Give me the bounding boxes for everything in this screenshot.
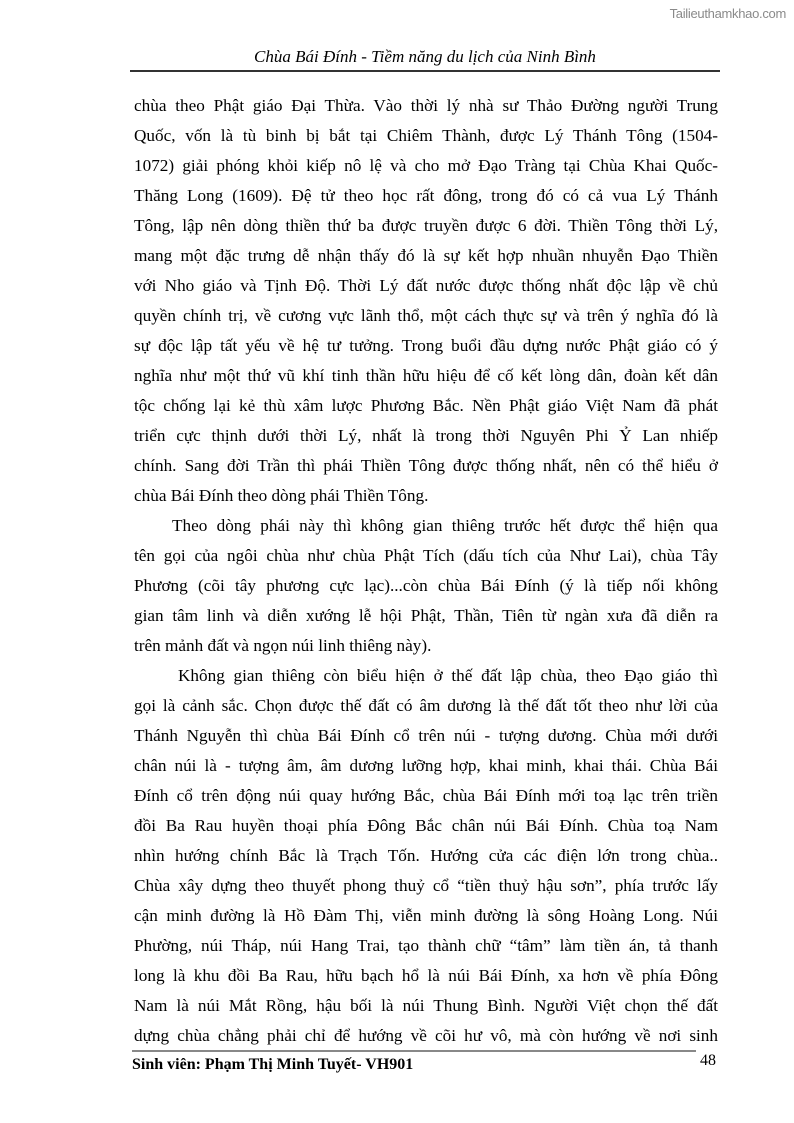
text-line: Phương (cõi tây phương cực lạc)...còn chùa Bái Đính (ý là tiếp nối không [134,576,718,595]
text-line: Nam là núi Mắt Rồng, hậu bối là núi Thung Bình. Người Việt chọn thế đất [134,996,718,1015]
running-header-title: Chùa Bái Đính - Tiềm năng du lịch của Ninh Bình [254,47,596,66]
text-line: gian tâm linh và diễn xướng lễ hội Phật, Thần, Tiên từ ngàn xưa đã diễn ra [134,606,718,625]
text-line: long là khu đồi Ba Rau, hữu bạch hổ là núi Bái Đính, xa hơn về phía Đông [134,966,718,985]
watermark: Tailieuthamkhao.com [669,6,786,21]
text-line: Thăng Long (1609). Đệ tử theo học rất đông, trong đó có cả vua Lý Thánh [134,186,718,205]
text-line: Phường, núi Tháp, núi Hang Trai, tạo thành chữ “tâm” làm tiền án, tả thanh [134,936,718,955]
text-line: chân núi là - tượng âm, âm dương lưỡng hợp, khai minh, khai thái. Chùa Bái [134,756,718,775]
text-line: quyền chính trị, về cương vực lãnh thổ, một cách thực sự và trên ý nghĩa đó là [134,306,718,325]
text-line: Chùa xây dựng theo thuyết phong thuỷ cổ “tiền thuỷ hậu sơn”, phía trước lấy [134,876,718,895]
footer-student-name: Sinh viên: Phạm Thị Minh Tuyết- VH901 [132,1056,414,1073]
text-line: chùa Bái Đính theo dòng phái Thiền Tông. [134,486,429,505]
text-line: sự độc lập tất yếu về hệ tư tưởng. Trong buổi đầu dựng nước Phật giáo có ý [134,336,718,355]
text-line: gọi là cảnh sắc. Chọn được thế đất có âm dương là thế đất tốt theo như lời của [134,696,718,715]
text-line: Tông, lập nên dòng thiền thứ ba được truyền được 6 đời. Thiền Tông thời Lý, [134,216,718,235]
text-line: nghĩa như một thứ vũ khí tinh thần hữu hiệu để cố kết lòng dân, đoàn kết dân [134,366,718,385]
text-line: nhìn hướng chính Bắc là Trạch Tốn. Hướng cửa các điện lớn trong chùa.. [134,846,718,865]
text-line: Đính cổ trên động núi quay hướng Bắc, chùa Bái Đính mới toạ lạc trên triền [134,786,718,805]
text-line: mang một đặc trưng dễ nhận thấy đó là sự kết hợp nhuần nhuyễn Đạo Thiền [134,246,718,265]
text-line: với Nho giáo và Tịnh Độ. Thời Lý đất nước được thống nhất độc lập về chủ [134,276,718,295]
header-divider [130,70,720,72]
text-line: trên mảnh đất và ngọn núi linh thiêng này). [134,636,432,655]
text-line: Không gian thiêng còn biểu hiện ở thế đất lập chùa, theo Đạo giáo thì [178,666,718,685]
page-number: 48 [700,1052,716,1069]
text-line: cận minh đường là Hồ Đàm Thị, viễn minh đường là sông Hoàng Long. Núi [134,906,718,925]
text-line: Quốc, vốn là tù binh bị bắt tại Chiêm Thành, được Lý Thánh Tông (1504- [134,126,718,145]
text-line: đồi Ba Rau huyền thoại phía Đông Bắc chân núi Bái Đính. Chùa toạ Nam [134,816,718,835]
text-line: Thánh Nguyễn thì chùa Bái Đính cổ trên núi - tượng dương. Chùa mới dưới [134,726,718,745]
text-line: tên gọi của ngôi chùa như chùa Phật Tích (dấu tích của Như Lai), chùa Tây [134,546,718,565]
text-line: chùa theo Phật giáo Đại Thừa. Vào thời lý nhà sư Thảo Đường người Trung [134,96,718,115]
text-line: chính. Sang đời Trần thì phái Thiền Tông được thống nhất, nên có thể hiểu ở [134,456,718,475]
footer-divider [132,1050,696,1052]
text-line: triển cực thịnh dưới thời Lý, nhất là trong thời Nguyên Phi Ỷ Lan nhiếp [134,426,718,445]
body-text [134,91,718,1051]
text-line: Theo dòng phái này thì không gian thiêng trước hết được thể hiện qua [172,516,718,535]
text-line: 1072) giải phóng khỏi kiếp nô lệ và cho mở Đạo Tràng tại Chùa Khai Quốc- [134,156,718,175]
text-line: tộc chống lại kẻ thù xâm lược Phương Bắc. Nền Phật giáo Việt Nam đã phát [134,396,718,415]
text-line: dựng chùa chẳng phải chỉ để hướng về cõi hư vô, mà còn hướng về nơi sinh [134,1026,718,1045]
